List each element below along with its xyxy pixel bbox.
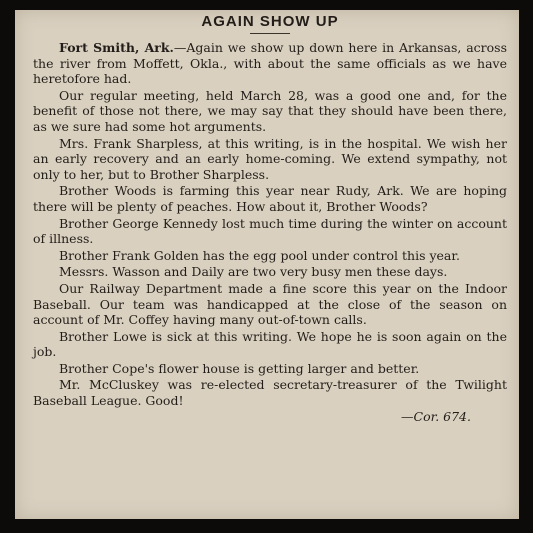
article-body bbox=[33, 40, 507, 409]
newspaper-clipping bbox=[15, 10, 519, 519]
article-title: AGAIN SHOW UP bbox=[201, 13, 339, 30]
article-paragraph: Brother Woods is farming this year near Rudy, Ark. We are hoping there will be plenty of peaches. How about it, Brother Woods? bbox=[33, 183, 507, 214]
article-paragraph: Mr. McCluskey was re-elected secretary-treasurer of the Twilight Baseball League. Good! bbox=[33, 377, 507, 409]
signature: —Cor. 674. bbox=[401, 408, 471, 424]
article-paragraph: Brother Lowe is sick at this writing. We hope he is soon again on the job. bbox=[33, 328, 507, 360]
article-paragraph: Brother George Kennedy lost much time during the winter on account of illness. bbox=[33, 215, 507, 247]
article-paragraph: Our regular meeting, held March 28, was a good one and, for the benefit of those not there, we may say that they should have been there, as we sure had some hot arguments. bbox=[33, 87, 507, 134]
article-paragraph: Fort Smith, Ark.—Again we show up down here in Arkansas, across the river from Moffett, Okla., with about the same officials as we have heretofore had. bbox=[33, 40, 508, 87]
article-paragraph: Messrs. Wasson and Daily are two very busy men these days. bbox=[59, 264, 448, 280]
article-paragraph: Our Railway Department made a fine score this year on the Indoor Baseball. Our team was handicapped at the close of the season on account of Mr. Coffey having many out-of-town calls. bbox=[33, 280, 507, 328]
article-paragraph: Mrs. Frank Sharpless, at this writing, is in the hospital. We wish her an early recovery and an early home-coming. We extend sympathy, not only to her, but to Brother Sharpless. bbox=[33, 135, 507, 182]
article-paragraph: Brother Cope's flower house is getting larger and better. bbox=[59, 360, 420, 376]
title-rule bbox=[250, 33, 290, 34]
article-paragraph: Brother Frank Golden has the egg pool under control this year. bbox=[59, 247, 460, 263]
dateline: Fort Smith, Ark. bbox=[59, 40, 174, 55]
